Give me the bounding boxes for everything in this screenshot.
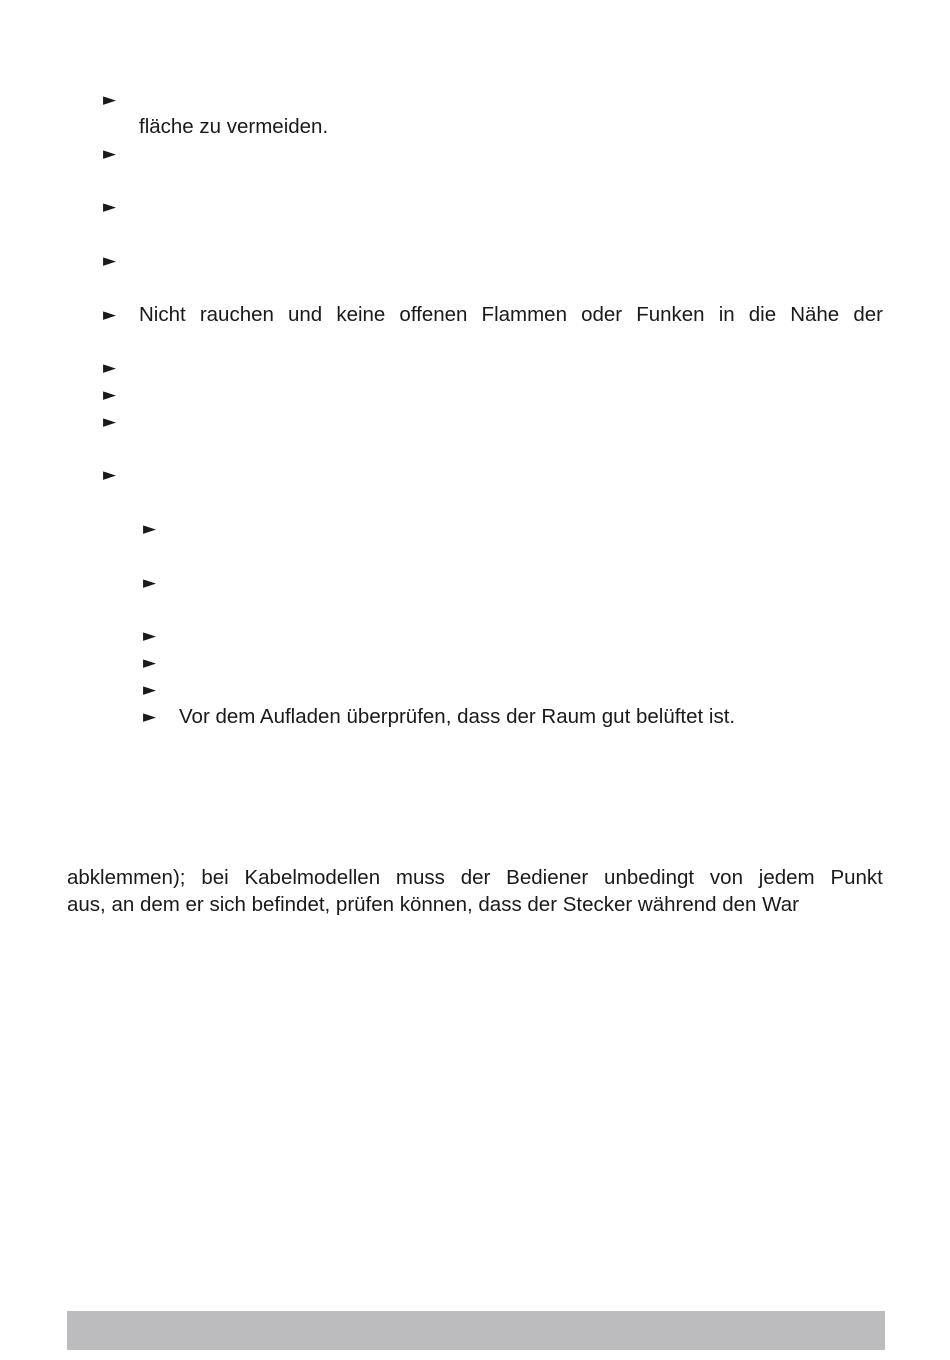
word: die <box>748 303 777 326</box>
footer-bar <box>67 1311 885 1350</box>
word: bei <box>201 866 229 889</box>
bullet-arrow-icon: ► <box>103 412 117 432</box>
sub-bullet-arrow-icon: ► <box>143 626 157 646</box>
word: der <box>853 303 883 326</box>
sub-bullet-arrow-icon: ► <box>143 653 157 673</box>
word: in <box>718 303 735 326</box>
bullet-5-text <box>139 303 883 327</box>
sub-bullet-6-text: Vor dem Aufladen überprüfen, dass der Raum gut belüftet ist. <box>179 705 736 728</box>
word: und <box>288 303 323 326</box>
word: Nicht <box>139 303 186 326</box>
word: Bediener <box>506 866 589 889</box>
word: offenen <box>399 303 468 326</box>
bullet-arrow-icon: ► <box>103 251 117 271</box>
paragraph-line-2: aus, an dem er sich befindet, prüfen können, dass der Stecker während den War <box>67 893 799 916</box>
bullet-arrow-icon: ► <box>103 305 117 325</box>
word: Kabelmodellen <box>244 866 381 889</box>
bullet-arrow-icon: ► <box>103 465 117 485</box>
word: der <box>460 866 491 889</box>
word: unbedingt <box>604 866 695 889</box>
word: oder <box>581 303 623 326</box>
word: Punkt <box>830 866 883 889</box>
word: Nähe <box>790 303 840 326</box>
sub-bullet-arrow-icon: ► <box>143 707 157 727</box>
word: jedem <box>758 866 815 889</box>
sub-bullet-arrow-icon: ► <box>143 519 157 539</box>
bullet-arrow-icon: ► <box>103 385 117 405</box>
bullet-arrow-icon: ► <box>103 358 117 378</box>
word: Funken <box>636 303 705 326</box>
paragraph-line-1 <box>67 866 883 890</box>
sub-bullet-arrow-icon: ► <box>143 573 157 593</box>
bullet-arrow-icon: ► <box>103 197 117 217</box>
word: Flammen <box>481 303 567 326</box>
bullet-1-continuation: fläche zu vermeiden. <box>139 115 329 138</box>
word: muss <box>395 866 445 889</box>
bullet-arrow-icon: ► <box>103 90 117 110</box>
word: abklemmen); <box>67 866 186 889</box>
word: rauchen <box>199 303 274 326</box>
sub-bullet-arrow-icon: ► <box>143 680 157 700</box>
word: von <box>709 866 743 889</box>
bullet-arrow-icon: ► <box>103 144 117 164</box>
word: keine <box>336 303 386 326</box>
